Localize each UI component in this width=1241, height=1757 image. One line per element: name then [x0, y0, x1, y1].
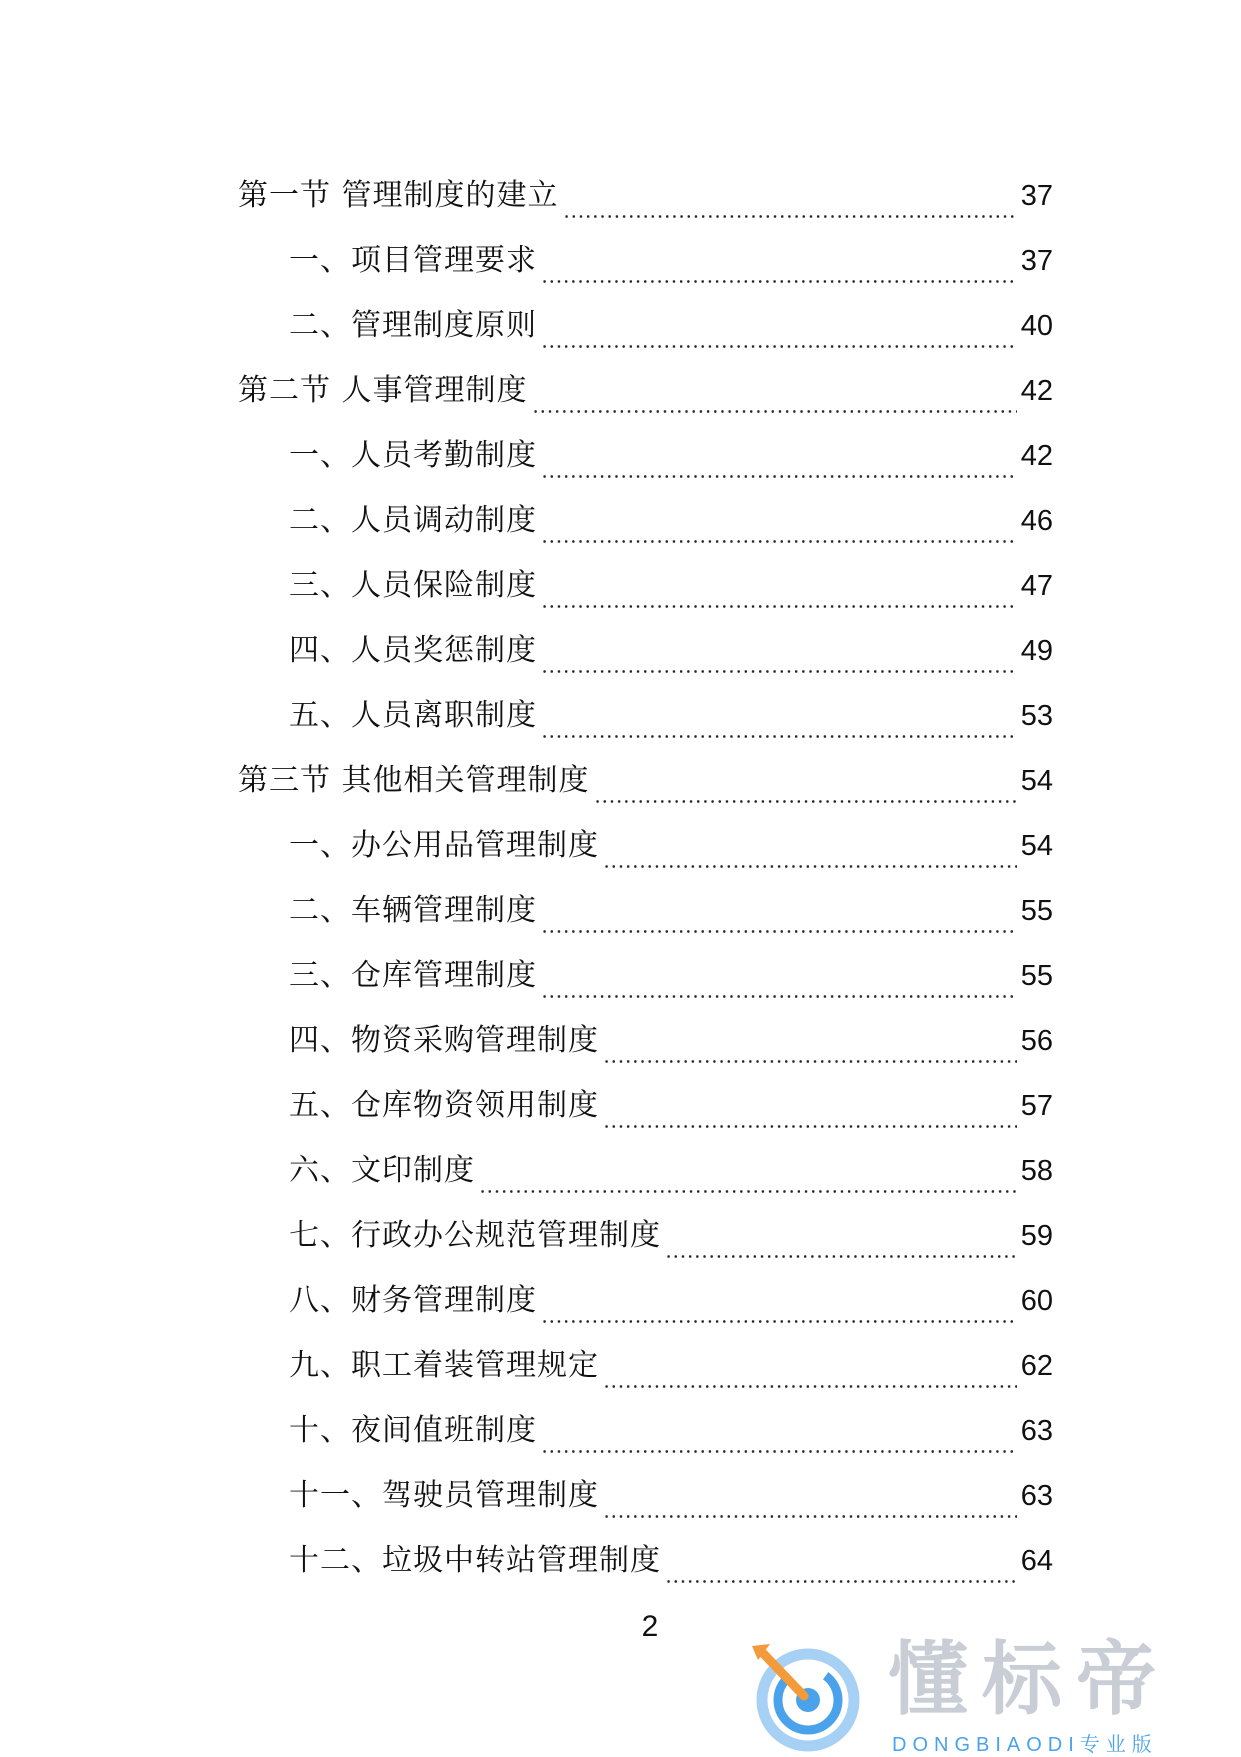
toc-entry-page-number: 57: [1020, 1089, 1053, 1122]
toc-entry-label: 三、人员保险制度: [289, 567, 537, 603]
dot-leader: [541, 475, 1017, 478]
toc-entry-page-number: 54: [1020, 764, 1053, 797]
toc-subsection-entry: [0, 488, 1053, 553]
toc-entry-label: 四、物资采购管理制度: [289, 1022, 599, 1058]
toc-subsection-entry: [0, 878, 1053, 943]
toc-subsection-entry: [0, 1138, 1053, 1203]
toc-entry-label: 一、办公用品管理制度: [289, 827, 599, 863]
toc-entry-label: 第三节 其他相关管理制度: [238, 762, 590, 798]
toc-entry-label: 二、人员调动制度: [289, 502, 537, 538]
toc-subsection-entry: [0, 553, 1053, 618]
toc-entry-page-number: 56: [1020, 1024, 1053, 1057]
toc-subsection-entry: [0, 618, 1053, 683]
toc-entry-label: 十二、垃圾中转站管理制度: [289, 1542, 661, 1578]
toc-entry-page-number: 37: [1020, 244, 1053, 277]
toc-subsection-entry: [0, 813, 1053, 878]
toc-entry-label: 一、项目管理要求: [289, 242, 537, 278]
toc-entry-page-number: 64: [1020, 1544, 1053, 1577]
dot-leader: [541, 1320, 1017, 1323]
toc-entry-label: 九、职工着装管理规定: [289, 1347, 599, 1383]
toc-entry-label: 二、管理制度原则: [289, 307, 537, 343]
toc-entry-label: 二、车辆管理制度: [289, 892, 537, 928]
dot-leader: [541, 995, 1017, 998]
toc-entry-label: 四、人员奖惩制度: [289, 632, 537, 668]
toc-entry-label: 六、文印制度: [289, 1152, 475, 1188]
toc-subsection-entry: [0, 228, 1053, 293]
dot-leader: [541, 345, 1017, 348]
dot-leader: [541, 605, 1017, 608]
toc-entry-page-number: 54: [1020, 829, 1053, 862]
toc-subsection-entry: [0, 1528, 1053, 1593]
toc-entry-page-number: 63: [1020, 1414, 1053, 1447]
toc-section-entry: [0, 748, 1053, 813]
toc-entry-label: 五、仓库物资领用制度: [289, 1087, 599, 1123]
toc-entry-label: 第一节 管理制度的建立: [238, 177, 559, 213]
dot-leader: [665, 1255, 1017, 1258]
toc-entry-label: 七、行政办公规范管理制度: [289, 1217, 661, 1253]
toc-subsection-entry: [0, 1268, 1053, 1333]
toc-section-entry: [0, 163, 1053, 228]
toc-entry-page-number: 46: [1020, 504, 1053, 537]
table-of-contents: [0, 163, 1241, 1593]
toc-subsection-entry: [0, 1463, 1053, 1528]
watermark-subtitle: DONGBIAODI专业版: [892, 1734, 1158, 1756]
toc-entry-page-number: 49: [1020, 634, 1053, 667]
toc-entry-label: 十一、驾驶员管理制度: [289, 1477, 599, 1513]
dot-leader: [541, 670, 1017, 673]
target-arrow-logo-icon: [750, 1640, 862, 1752]
dot-leader: [541, 735, 1017, 738]
dot-leader: [541, 540, 1017, 543]
dot-leader: [603, 1125, 1017, 1128]
toc-entry-page-number: 60: [1020, 1284, 1053, 1317]
dot-leader: [532, 410, 1017, 413]
toc-entry-page-number: 55: [1020, 894, 1053, 927]
toc-subsection-entry: [0, 1398, 1053, 1463]
toc-entry-page-number: 58: [1020, 1154, 1053, 1187]
toc-entry-page-number: 62: [1020, 1349, 1053, 1382]
dot-leader: [603, 1515, 1017, 1518]
dot-leader: [594, 800, 1017, 803]
toc-section-entry: [0, 358, 1053, 423]
toc-entry-label: 十、夜间值班制度: [289, 1412, 537, 1448]
dot-leader: [603, 1060, 1017, 1063]
dot-leader: [541, 930, 1017, 933]
dot-leader: [665, 1580, 1017, 1583]
toc-entry-page-number: 40: [1020, 309, 1053, 342]
toc-subsection-entry: [0, 423, 1053, 488]
dot-leader: [603, 865, 1017, 868]
toc-entry-label: 八、财务管理制度: [289, 1282, 537, 1318]
toc-entry-page-number: 63: [1020, 1479, 1053, 1512]
toc-entry-page-number: 47: [1020, 569, 1053, 602]
toc-subsection-entry: [0, 293, 1053, 358]
toc-entry-page-number: 55: [1020, 959, 1053, 992]
dot-leader: [541, 280, 1017, 283]
dot-leader: [603, 1385, 1017, 1388]
toc-subsection-entry: [0, 683, 1053, 748]
dot-leader: [563, 215, 1017, 218]
toc-entry-label: 第二节 人事管理制度: [238, 372, 528, 408]
toc-entry-page-number: 37: [1020, 179, 1053, 212]
toc-entry-page-number: 42: [1020, 374, 1053, 407]
toc-subsection-entry: [0, 1203, 1053, 1268]
toc-entry-label: 五、人员离职制度: [289, 697, 537, 733]
toc-subsection-entry: [0, 1008, 1053, 1073]
toc-entry-label: 一、人员考勤制度: [289, 437, 537, 473]
page-number: 2: [641, 1610, 659, 1643]
toc-subsection-entry: [0, 943, 1053, 1008]
toc-entry-page-number: 42: [1020, 439, 1053, 472]
watermark-brand: 懂标帝: [888, 1633, 1170, 1726]
toc-entry-page-number: 53: [1020, 699, 1053, 732]
toc-entry-label: 三、仓库管理制度: [289, 957, 537, 993]
toc-subsection-entry: [0, 1333, 1053, 1398]
watermark: [740, 1630, 1240, 1754]
toc-subsection-entry: [0, 1073, 1053, 1138]
toc-entry-page-number: 59: [1020, 1219, 1053, 1252]
dot-leader: [541, 1450, 1017, 1453]
dot-leader: [479, 1190, 1017, 1193]
